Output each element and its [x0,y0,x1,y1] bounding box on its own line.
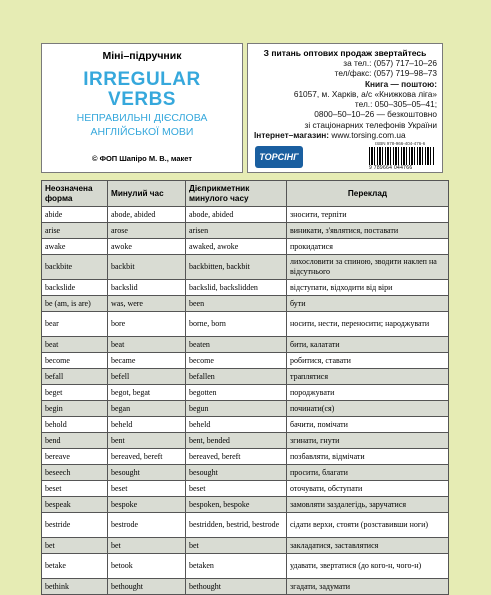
mail-address: 61057, м. Харків, а/с «Книжкова ліга» [293,88,437,99]
cell-infinitive: bereave [42,449,108,465]
cell-infinitive: bespeak [42,497,108,513]
cell-translation: породжувати [287,385,449,401]
contact-heading: З питань оптових продаж звертайтесь [263,48,427,58]
cell-infinitive: backslide [42,280,108,296]
cell-infinitive: beat [42,337,108,353]
mail-heading: Книга — поштою: [364,78,437,89]
table-row [42,255,449,280]
cell-past: bethought [108,579,186,595]
header-infinitive: Неозначена форма [42,181,108,207]
table-row [42,401,449,417]
cell-translation: відступати, відходити від віри [287,280,449,296]
cell-infinitive: bear [42,312,108,337]
cell-past: befell [108,369,186,385]
cell-infinitive: befall [42,369,108,385]
cell-translation: робитися, ставати [287,353,449,369]
cell-translation: удавати, звертатися (до кого-н, чого-н) [287,554,449,579]
credit-line: © ФОП Шапіро М. В., макет [91,154,193,163]
table-row [42,513,449,538]
contact-telfax: тел/факс: (057) 719–98–73 [334,68,437,79]
cell-infinitive: bet [42,538,108,554]
cell-participle: begun [186,401,287,417]
table-row [42,337,449,353]
cell-participle: become [186,353,287,369]
table-row [42,385,449,401]
table-row [42,538,449,554]
cell-translation: позбавляти, відмічати [287,449,449,465]
cell-participle: been [186,296,287,312]
cell-participle: backslid, backslidden [186,280,287,296]
cell-participle: bestridden, bestrid, bestrode [186,513,287,538]
cell-past: beheld [108,417,186,433]
cell-translation: закладатися, заставлятися [287,538,449,554]
cell-past: became [108,353,186,369]
table-row [42,417,449,433]
barcode-number: 9 789664 044766 [369,165,413,171]
publisher-logo: ТОРСІНГ [255,146,303,168]
cell-past: beset [108,481,186,497]
cell-infinitive: be (am, is are) [42,296,108,312]
cell-infinitive: betake [42,554,108,579]
cell-past: beat [108,337,186,353]
cell-participle: bent, bended [186,433,287,449]
table-row [42,449,449,465]
shop-url: www.torsing.com.ua [331,130,406,141]
cell-participle: begotten [186,385,287,401]
cell-infinitive: awake [42,239,108,255]
cell-past: besought [108,465,186,481]
cell-past: backbit [108,255,186,280]
cell-past: begot, begat [108,385,186,401]
header-past: Минулий час [108,181,186,207]
cell-translation: бити, калатати [287,337,449,353]
cell-infinitive: become [42,353,108,369]
cell-participle: befallen [186,369,287,385]
cell-translation: оточувати, обступати [287,481,449,497]
cell-infinitive: beset [42,481,108,497]
cell-past: bore [108,312,186,337]
table-header-row [42,181,449,207]
cell-translation: носити, нести, переносити; народжувати [287,312,449,337]
cell-translation: траплятися [287,369,449,385]
table-row [42,207,449,223]
cell-translation: починати(ся) [287,401,449,417]
irregular-verbs-table [41,180,449,595]
table-row [42,497,449,513]
table-row [42,312,449,337]
book-title-panel [41,43,243,173]
cell-past: bet [108,538,186,554]
cell-participle: abode, abided [186,207,287,223]
cell-participle: beheld [186,417,287,433]
cell-infinitive: bend [42,433,108,449]
series-label: Міні–підручник [102,50,182,62]
table-row [42,280,449,296]
cell-translation: замовляти заздалегідь, заручатися [287,497,449,513]
cell-participle: betaken [186,554,287,579]
cell-translation: виникати, з'являтися, поставати [287,223,449,239]
table-body [42,207,449,595]
shop-label: Інтернет–магазин: [254,130,330,141]
isbn-text: ISBN 978-966-404-476-6 [375,141,426,146]
cell-translation: бачити, помічати [287,417,449,433]
cell-participle: awaked, awoke [186,239,287,255]
cell-participle: borne, born [186,312,287,337]
cell-past: bereaved, bereft [108,449,186,465]
cell-infinitive: begin [42,401,108,417]
table-row [42,223,449,239]
cell-infinitive: bestride [42,513,108,538]
table-row [42,481,449,497]
cell-infinitive: arise [42,223,108,239]
cell-past: bespoke [108,497,186,513]
cell-past: bent [108,433,186,449]
cell-participle: beset [186,481,287,497]
table-row [42,296,449,312]
cell-participle: bet [186,538,287,554]
cell-past: betook [108,554,186,579]
cell-participle: beaten [186,337,287,353]
cell-participle: backbitten, backbit [186,255,287,280]
header-translation: Переклад [287,181,449,207]
cell-translation: згадати, задумати [287,579,449,595]
free-line-2: зі стаціонарних телефонів України [304,119,437,130]
cell-translation: лихословити за спиною, зводити наклеп на відсутнього [287,255,449,280]
free-line: 0800–50–10–26 — безкоштовно [314,109,437,120]
subtitle-line-2: АНГЛІЙСЬКОЇ МОВИ [90,126,194,138]
table-row [42,239,449,255]
cell-infinitive: bethink [42,579,108,595]
cell-translation: згинати, гнути [287,433,449,449]
table-row [42,465,449,481]
cell-infinitive: abide [42,207,108,223]
cell-infinitive: beget [42,385,108,401]
title-line-2: VERBS [108,89,176,110]
cell-participle: arisen [186,223,287,239]
cell-infinitive: backbite [42,255,108,280]
cell-participle: bespoken, bespoke [186,497,287,513]
title-line-1: IRREGULAR [83,69,201,90]
cell-translation: просити, благати [287,465,449,481]
shop-line [248,130,442,140]
barcode-icon [369,147,435,165]
cell-past: awoke [108,239,186,255]
table-row [42,353,449,369]
cell-past: abode, abided [108,207,186,223]
cell-past: began [108,401,186,417]
cell-translation: зносити, терпіти [287,207,449,223]
cell-translation: бути [287,296,449,312]
header-participle: Дієприкметник минулого часу [186,181,287,207]
contact-tel: за тел.: (057) 717–10–26 [343,58,437,68]
table-row [42,369,449,385]
cell-participle: bethought [186,579,287,595]
table-row [42,579,449,595]
cell-past: arose [108,223,186,239]
cell-infinitive: behold [42,417,108,433]
cell-participle: bereaved, bereft [186,449,287,465]
cell-past: bestrode [108,513,186,538]
table-row [42,433,449,449]
cell-infinitive: beseech [42,465,108,481]
cell-past: was, were [108,296,186,312]
cell-participle: besought [186,465,287,481]
cell-translation: прокидатися [287,239,449,255]
cell-translation: сідати верхи, стояти (розставивши ноги) [287,513,449,538]
mail-tel: тел.: 050–305–05–41; [354,99,437,110]
subtitle-line-1: НЕПРАВИЛЬНІ ДІЄСЛОВА [76,112,208,124]
table-row [42,554,449,579]
cell-past: backslid [108,280,186,296]
